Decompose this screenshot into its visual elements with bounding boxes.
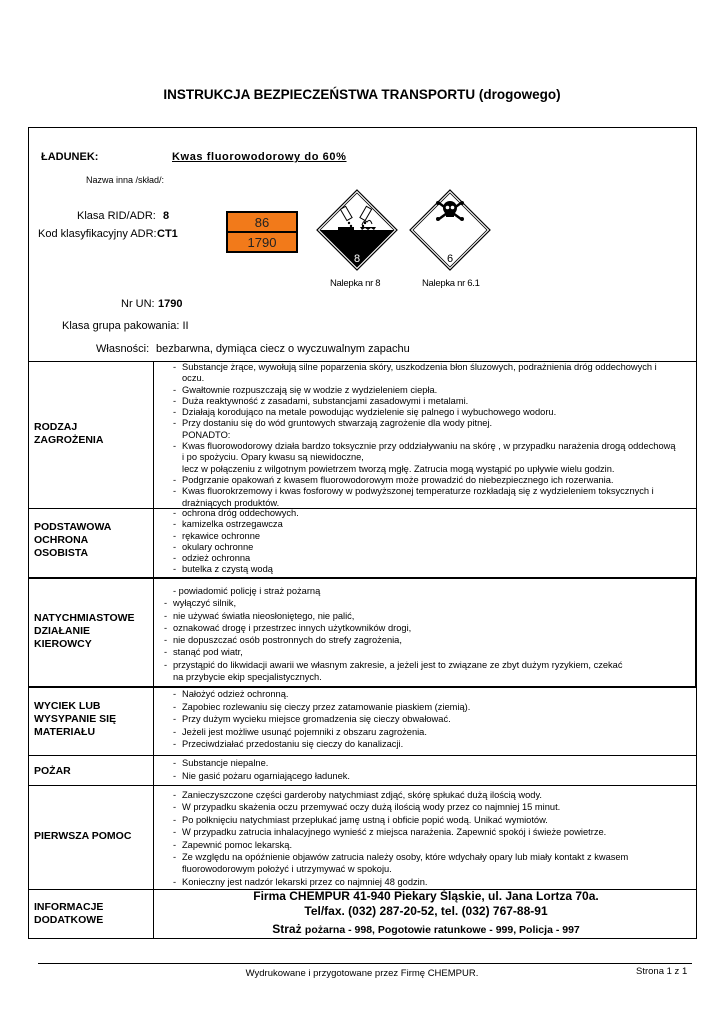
- list-item: - W przypadku zatrucia inhalacyjnego wynieść z miejsca narażenia. Zapewnić spokój i świeże powietrze.: [173, 826, 628, 838]
- properties-value: bezbarwna, dymiąca ciecz o wyczuwalnym zapachu: [156, 343, 410, 355]
- first-aid-label: [34, 830, 131, 843]
- list-item: - wyłączyć silnik,: [164, 597, 623, 609]
- company-line: Firma CHEMPUR 41-940 Piekary Śląskie, ul. Jana Lortza 70a.: [253, 889, 599, 903]
- label-6-caption: Nalepka nr 6.1: [422, 278, 480, 289]
- list-item: - kamizelka ostrzegawcza: [173, 519, 299, 530]
- list-item: - Duża reaktywność z zasadami, substancjami zasadowymi i metalami.: [173, 396, 676, 407]
- list-item: lecz w połączeniu z wilgotnym powietrzem tworzą mgłę. Zatrucia mogą wystąpić po upływie wielu godzin.: [182, 463, 615, 474]
- list-item: - odzież ochronna: [173, 553, 299, 564]
- page-title: INSTRUKCJA BEZPIECZEŃSTWA TRANSPORTU (drogowego): [163, 87, 561, 102]
- list-item: - Nałożyć odzież ochronną.: [173, 688, 470, 701]
- label-number-6: 6: [446, 253, 454, 265]
- other-name-label: Nazwa inna /skład/:: [86, 175, 165, 185]
- info-label: [34, 901, 103, 927]
- protection-label-line: PODSTAWOWA: [34, 521, 112, 533]
- list-item: - butelka z czystą wodą: [173, 564, 299, 575]
- list-item: - Podgrzanie opakowań z kwasem fluorowodorowym może prowadzić do niebezpiecznego ich rozerwania.: [173, 475, 676, 486]
- orange-hazard-panel: [226, 211, 298, 253]
- list-item: PONADTO:: [182, 429, 231, 440]
- protection-label-line: OCHRONA: [34, 534, 89, 546]
- list-item: - oznakować drogę i przestrzec innych użytkowników drogi,: [164, 622, 623, 634]
- immediate-label-line: DZIAŁANIE: [34, 625, 90, 637]
- skull-crossbones-icon: [409, 189, 491, 271]
- packing-group: Klasa grupa pakowania: II: [62, 320, 189, 332]
- hazards-label: [34, 421, 103, 447]
- list-item: i po spożyciu. Opary kwasu są niewidoczne,: [182, 452, 364, 463]
- class-label: Klasa RID/ADR:: [77, 210, 156, 222]
- code-label: Kod klasyfikacyjny ADR:: [38, 228, 157, 240]
- spill-label-line: WYSYPANIE SIĘ: [34, 713, 117, 725]
- info-label-line: DODATKOWE: [34, 914, 104, 926]
- hazards-list: [173, 362, 676, 509]
- first-aid-label-line: PIERWSZA POMOC: [34, 830, 132, 842]
- page-number: Strona 1 z 1: [636, 966, 688, 977]
- list-item: - Substancje żrące, wywołują silne poparzenia skóry, uszkodzenia błon śluzowych, podrażnienia dróg oddechowych i: [173, 362, 676, 373]
- footer-rule: [38, 963, 692, 964]
- list-item: - Gwałtownie rozpuszczają się w wodzie z wydzieleniem ciepła.: [173, 385, 676, 396]
- list-item: - Po połknięciu natychmiast przepłukać jamę ustną i obficie popić wodą. Unikać wymiotów.: [173, 814, 628, 826]
- cargo-label: ŁADUNEK:: [41, 151, 99, 163]
- list-item: - przystąpić do likwidacji awarii we własnym zakresie, a jeżeli jest to związane ze zbyt dużym ryzykiem, czekać: [164, 659, 623, 671]
- protection-list: [173, 508, 299, 576]
- divider: [695, 577, 696, 686]
- emergency-rest: pożarna - 998, Pogotowie ratunkowe - 999, Policja - 997: [304, 924, 580, 936]
- corrosive-icon: [316, 189, 398, 271]
- list-item: - nie używać światła nieosłoniętego, nie palić,: [164, 610, 623, 622]
- code-value: CT1: [157, 228, 178, 240]
- list-item: - Zapobiec rozlewaniu się cieczy przez zatamowanie piaskiem (ziemią).: [173, 701, 470, 714]
- spill-list: [173, 688, 470, 751]
- list-item: - nie dopuszczać osób postronnych do strefy zagrożenia,: [164, 634, 623, 646]
- list-item: - rękawice ochronne: [173, 531, 299, 542]
- label-8-caption: Nalepka nr 8: [330, 278, 381, 289]
- list-item: - W przypadku skażenia oczu przemywać oczy dużą ilością wody przez co najmniej 15 minut.: [173, 801, 628, 813]
- divider: [28, 755, 697, 756]
- footer-text: Wydrukowane i przygotowane przez Firmę CHEMPUR.: [245, 968, 479, 979]
- list-item: - Przy dużym wycieku miejsce gromadzenia się cieczy obwałować.: [173, 713, 470, 726]
- list-item: - Nie gasić pożaru ogarniającego ładunek.: [173, 770, 350, 783]
- info-label-line: INFORMACJE: [34, 901, 104, 913]
- un-label: Nr UN:: [121, 298, 155, 310]
- emergency-lead: Straż: [272, 922, 305, 936]
- emergency-numbers: [156, 922, 696, 936]
- immediate-list: [164, 585, 623, 683]
- list-item: - stanąć pod wiatr,: [164, 646, 623, 658]
- immediate-label-line: NATYCHMIASTOWE: [34, 612, 135, 624]
- hazard-number: 86: [254, 215, 270, 230]
- class-value: 8: [163, 210, 170, 222]
- list-item: - okulary ochronne: [173, 542, 299, 553]
- spill-label-line: WYCIEK LUB: [34, 700, 101, 712]
- protection-label-line: OSOBISTA: [34, 547, 89, 559]
- immediate-label-line: KIEROWCY: [34, 638, 92, 650]
- fire-label: [34, 765, 71, 778]
- list-item: drażniących produktów.: [182, 497, 280, 508]
- divider: [28, 577, 697, 579]
- toxic-label: [409, 189, 491, 271]
- list-item: - Przy dostaniu się do wód gruntowych stwarzają zagrożenie dla wody pitnej.: [173, 418, 676, 429]
- list-item: fluorowodorowym położyć i utrzymywać w spokoju.: [182, 864, 392, 875]
- list-item: - Przeciwdziałać przedostaniu się cieczy do kanalizacji.: [173, 738, 470, 751]
- corrosive-label: [316, 189, 398, 271]
- spill-label-line: MATERIAŁU: [34, 726, 96, 738]
- list-item: - ochrona dróg oddechowych.: [173, 508, 299, 519]
- list-item: - Substancje niepalne.: [173, 757, 350, 770]
- hazards-label-line: ZAGROŻENIA: [34, 434, 104, 446]
- list-item: - Jeżeli jest możliwe usunąć pojemniki z obszaru zagrożenia.: [173, 726, 470, 739]
- spill-label: [34, 700, 116, 739]
- fire-label-line: POŻAR: [34, 765, 71, 777]
- list-item: - Zapewnić pomoc lekarską.: [173, 839, 628, 851]
- list-item: - Działają korodująco na metale powodując wydzielenie się palnego i wybuchowego wodoru.: [173, 407, 676, 418]
- list-item: - Zanieczyszczone części garderoby natychmiast zdjąć, skórę spłukać dużą ilością wody.: [173, 789, 628, 801]
- list-item: na przybycie ekip specjalistycznych.: [173, 672, 322, 683]
- list-item: - Kwas fluorokrzemowy i kwas fosforowy w podwyższonej temperaturze rozkładają się z wydzieleniem toksycznych i: [173, 486, 676, 497]
- immediate-label: [34, 612, 135, 651]
- cargo-name: Kwas fluorowodorowy do 60%: [172, 151, 347, 163]
- hazards-label-line: RODZAJ: [34, 421, 78, 433]
- fire-list: [173, 757, 350, 782]
- properties-label: Własności:: [96, 343, 150, 355]
- label-number-8: 8: [353, 253, 361, 265]
- un-value: 1790: [158, 298, 183, 310]
- divider: [28, 785, 697, 786]
- list-item: - Ze względu na opóźnienie objawów zatrucia należy osoby, które wdychały opary lub miały kontakt z kwasem: [173, 851, 628, 863]
- protection-label: [34, 521, 111, 560]
- column-divider: [153, 361, 154, 939]
- list-item: - Konieczny jest nadzór lekarski przez co najmniej 48 godzin.: [173, 876, 628, 888]
- phone-line: Tel/fax. (032) 287-20-52, tel. (032) 767-88-91: [304, 904, 548, 918]
- list-item: - powiadomić policję i straż pożarną: [173, 586, 321, 596]
- list-item: oczu.: [182, 373, 205, 384]
- first-aid-list: [173, 789, 628, 888]
- list-item: - Kwas fluorowodorowy działa bardzo toksycznie przy oddziaływaniu na skórę , w przypadku narażenia drogą oddechową: [173, 441, 676, 452]
- un-number: 1790: [247, 235, 277, 250]
